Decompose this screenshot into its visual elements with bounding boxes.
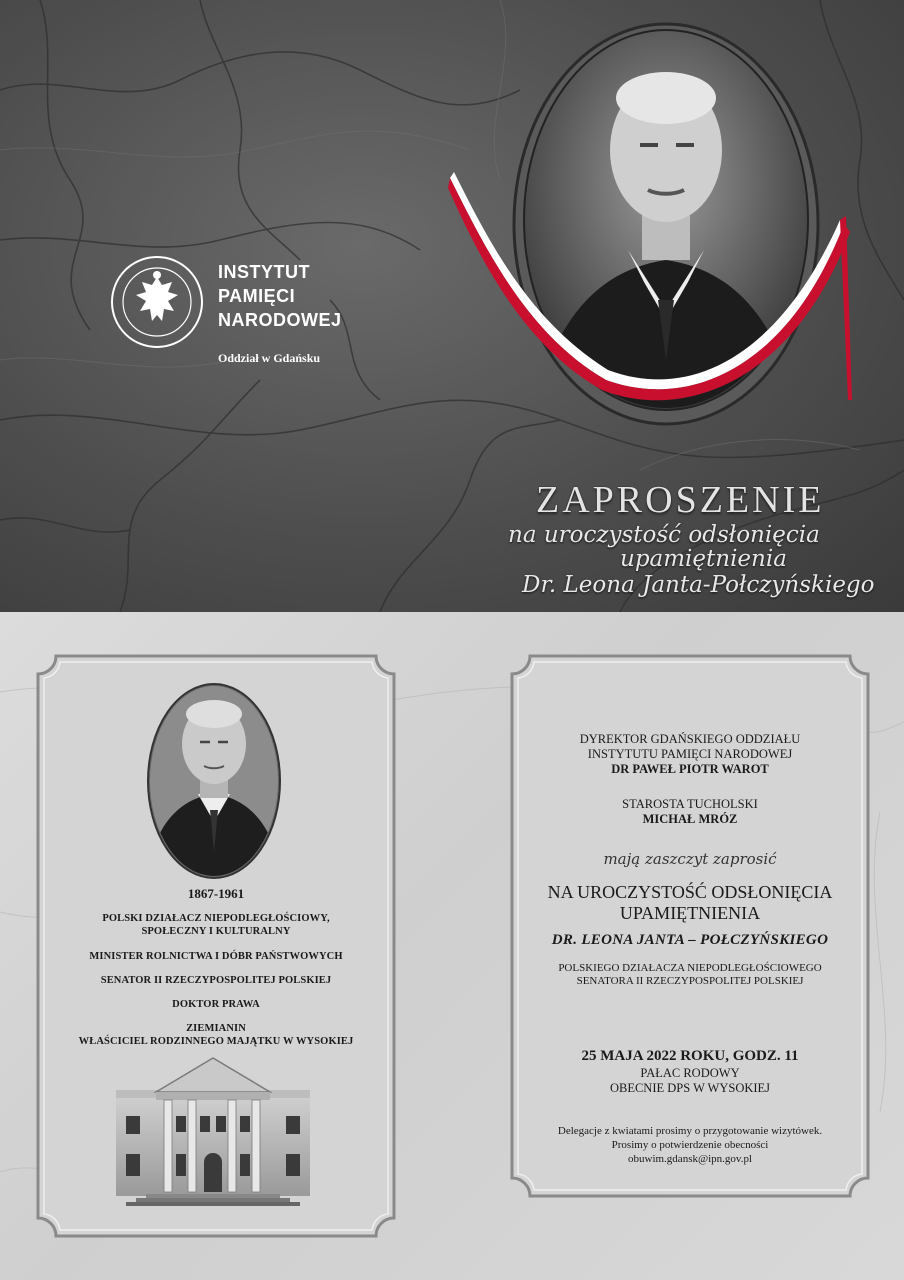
bio-item-landowner — [36, 1022, 396, 1048]
bio-line: WŁAŚCICIEL RODZINNEGO MAJĄTKU W WYSOKIEJ — [78, 1036, 354, 1047]
bio-line: ZIEMIANIN — [186, 1023, 246, 1034]
title-sub-3: Dr. Leona Janta-Połczyńskiego — [522, 572, 875, 598]
host-ipn — [510, 732, 870, 777]
note-line: Prosimy o potwierdzenie obecności — [611, 1139, 769, 1151]
ipn-logo — [110, 255, 370, 375]
host-line: INSTYTUTU PAMIĘCI NARODOWEJ — [587, 747, 793, 761]
title-main: ZAPROSZENIE — [536, 479, 825, 521]
event-title — [510, 882, 870, 924]
event-date: 25 MAJA 2022 ROKU, GODZ. 11 — [581, 1048, 799, 1064]
honoree-name: DR. LEONA JANTA – POŁCZYŃSKIEGO — [551, 932, 829, 948]
logo-line-2: PAMIĘCI — [218, 286, 296, 306]
venue-line: OBECNIE DPS W WYSOKIEJ — [609, 1081, 771, 1095]
title-sub-2: upamiętnienia — [620, 546, 787, 572]
bio-item-activist — [36, 912, 396, 938]
national-ribbon — [448, 160, 858, 420]
logo-line-1: INSTYTUT — [218, 262, 310, 282]
invite-phrase: mają zaszczyt zaprosić — [603, 850, 777, 868]
cover-section — [0, 0, 904, 612]
life-years: 1867-1961 — [187, 886, 245, 901]
rsvp-note — [510, 1124, 870, 1166]
host-name: MICHAŁ MRÓZ — [642, 812, 738, 826]
event-line: UPAMIĘTNIENIA — [619, 903, 761, 923]
bio-item-minister: MINISTER ROLNICTWA I DÓBR PAŃSTWOWYCH — [89, 951, 343, 962]
bio-item-doctor: DOKTOR PRAWA — [172, 999, 260, 1010]
bio-item-senator: SENATOR II RZECZYPOSPOLITEJ POLSKIEJ — [100, 975, 332, 986]
honoree-line: SENATORA II RZECZYPOSPOLITEJ POLSKIEJ — [576, 975, 804, 987]
honoree-description — [510, 962, 870, 988]
invitation-card — [510, 654, 870, 1198]
bio-line: POLSKI DZIAŁACZ NIEPODLEGŁOŚCIOWY, — [102, 913, 330, 924]
logo-branch: Oddział w Gdańsku — [218, 351, 321, 365]
manor-house-image — [116, 1054, 310, 1210]
host-line: DYREKTOR GDAŃSKIEGO ODDZIAŁU — [579, 732, 801, 746]
eagle-seal-icon — [110, 255, 204, 349]
event-venue — [510, 1066, 870, 1096]
logo-line-3: NARODOWEJ — [218, 310, 342, 330]
host-name: DR PAWEŁ PIOTR WAROT — [611, 762, 769, 776]
bio-line: SPOŁECZNY I KULTURALNY — [141, 926, 291, 937]
event-line: NA UROCZYSTOŚĆ ODSŁONIĘCIA — [547, 882, 833, 902]
note-line: Delegacje z kwiatami prosimy o przygotowanie wizytówek. — [557, 1125, 823, 1137]
host-line: STAROSTA TUCHOLSKI — [622, 797, 758, 811]
title-sub-1: na uroczystość odsłonięcia — [508, 522, 820, 548]
portrait-photo-small — [146, 682, 282, 880]
honoree-line: POLSKIEGO DZIAŁACZA NIEPODLEGŁOŚCIOWEGO — [558, 962, 822, 974]
contact-email[interactable]: obuwim.gdansk@ipn.gov.pl — [628, 1153, 752, 1165]
biography-card — [36, 654, 396, 1238]
venue-line: PAŁAC RODOWY — [640, 1066, 740, 1080]
host-starosta — [510, 797, 870, 827]
